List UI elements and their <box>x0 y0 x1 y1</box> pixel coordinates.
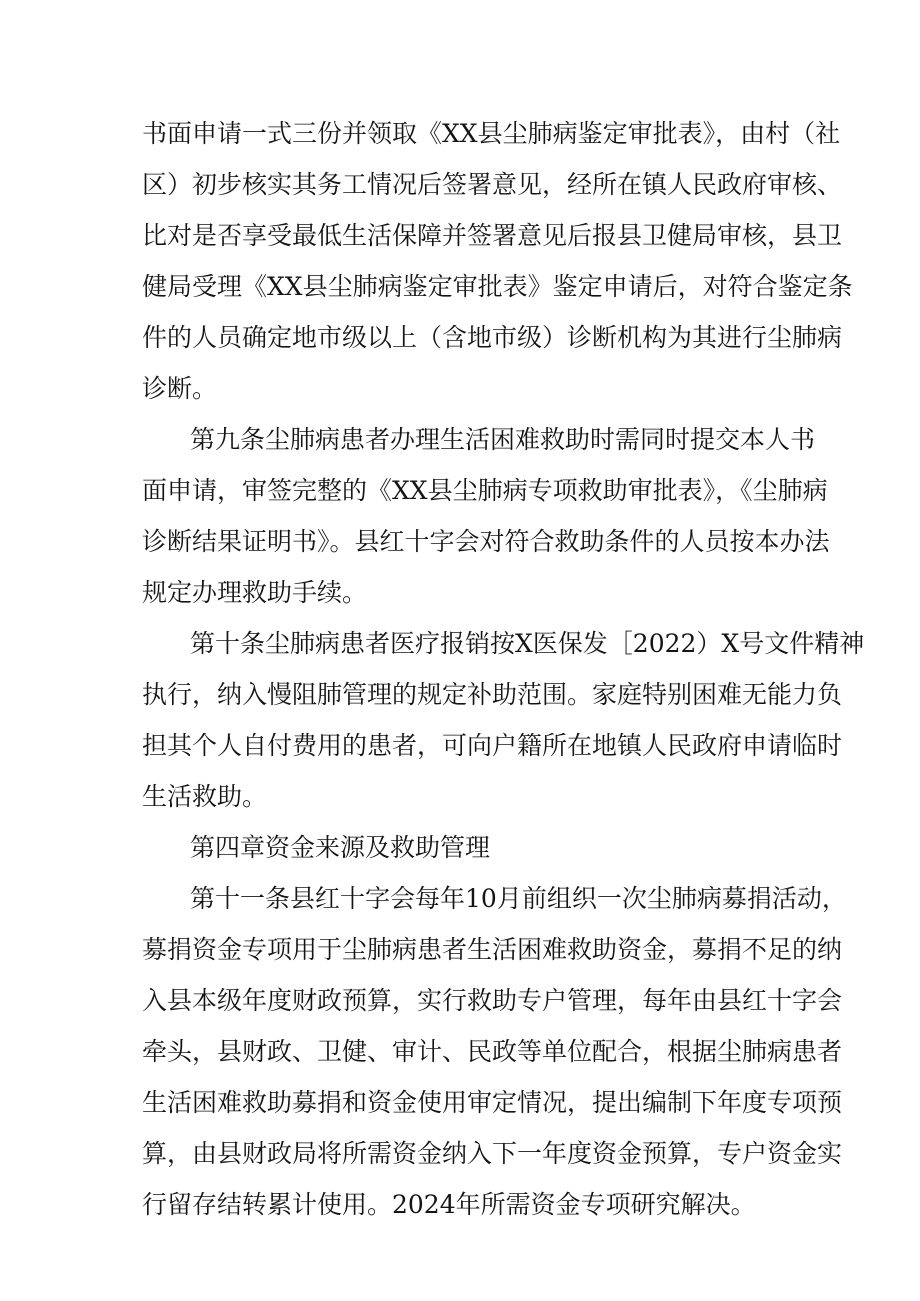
paragraph-line: 行留存结转累计使用。2024年所需资金专项研究解决。 <box>142 1190 756 1219</box>
paragraph-line: 诊断结果证明书》。县红十字会对符合救助条件的人员按本办法 <box>142 527 830 556</box>
paragraph-line: 生活救助。 <box>142 782 268 811</box>
chapter-heading: 第四章资金来源及救助管理 <box>190 833 491 862</box>
paragraph-line: 诊断。 <box>142 374 218 403</box>
paragraph-line: 书面申请一式三份并领取《XX县尘肺病鉴定审批表》，由村（社 <box>142 119 841 148</box>
article-10-first-line: 第十条尘肺病患者医疗报销按X医保发［2022）X号文件精神 <box>190 629 865 658</box>
paragraph-line: 算，由县财政局将所需资金纳入下一年度资金预算，专户资金实 <box>142 1139 843 1168</box>
paragraph-line: 规定办理救助手续。 <box>142 578 368 607</box>
article-11-first-line: 第十一条县红十字会每年10月前组织一次尘肺病募捐活动， <box>190 884 847 913</box>
paragraph-line: 担其个人自付费用的患者，可向户籍所在地镇人民政府申请临时 <box>142 731 843 760</box>
paragraph-line: 生活困难救助募捐和资金使用审定情况，提出编制下年度专项预 <box>142 1088 843 1117</box>
paragraph-line: 面申请，审签完整的《XX县尘肺病专项救助审批表》，《尘肺病 <box>142 476 828 505</box>
paragraph-line: 件的人员确定地市级以上（含地市级）诊断机构为其进行尘肺病 <box>142 323 843 352</box>
paragraph-line: 执行，纳入慢阻肺管理的规定补助范围。家庭特别困难无能力负 <box>142 680 843 709</box>
paragraph-line: 募捐资金专项用于尘肺病患者生活困难救助资金，募捐不足的纳 <box>142 935 843 964</box>
paragraph-line: 比对是否享受最低生活保障并签署意见后报县卫健局审核，县卫 <box>142 221 843 250</box>
article-9-first-line: 第九条尘肺病患者办理生活困难救助时需同时提交本人书 <box>190 425 816 454</box>
paragraph-line: 牵头，县财政、卫健、审计、民政等单位配合，根据尘肺病患者 <box>142 1037 843 1066</box>
paragraph-line: 入县本级年度财政预算，实行救助专户管理，每年由县红十字会 <box>142 986 843 1015</box>
paragraph-line: 区）初步核实其务工情况后签署意见，经所在镇人民政府审核、 <box>142 170 843 199</box>
paragraph-line: 健局受理《XX县尘肺病鉴定审批表》鉴定申请后，对符合鉴定条 <box>142 272 853 301</box>
